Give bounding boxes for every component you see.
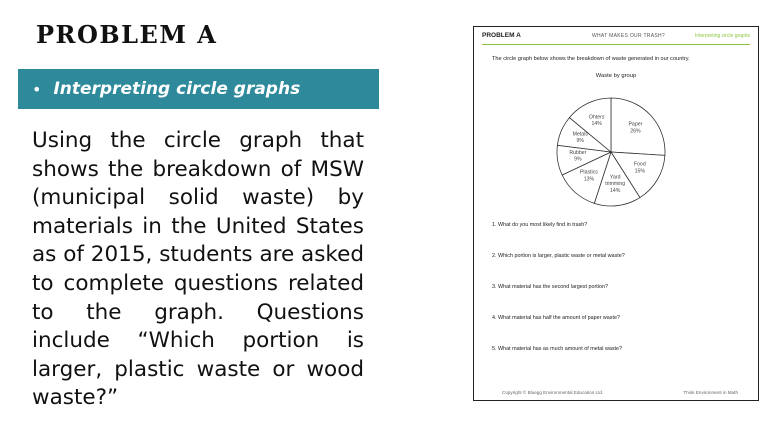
worksheet-footer-brand: Think Environment in Math bbox=[683, 390, 738, 395]
pie-value-rubber: 9% bbox=[574, 156, 582, 163]
pie-label-rubber: Rubber bbox=[569, 149, 587, 156]
pie-label-food: Food bbox=[633, 161, 646, 168]
pie-value-plastics: 13% bbox=[583, 176, 595, 183]
question-2: 2. Which portion is larger, plastic waste or metal waste? bbox=[492, 253, 625, 259]
pie-value-metals: 9% bbox=[576, 138, 585, 145]
pie-chart bbox=[536, 95, 686, 209]
pie-label-plastics: Plastics bbox=[579, 169, 598, 176]
pie-value-ohters: 14% bbox=[591, 121, 602, 128]
pie-value-food: 15% bbox=[634, 168, 645, 175]
pie-label-metals: Metals bbox=[572, 131, 588, 138]
question-4: 4. What material has half the amount of paper waste? bbox=[492, 315, 620, 321]
pie-label-yard-trimming: trimming bbox=[605, 181, 626, 188]
pie-label-yard-trimming: Yard bbox=[609, 174, 621, 181]
slide-title: PROBLEM A bbox=[36, 20, 218, 49]
pie-label-ohters: Ohters bbox=[588, 114, 605, 121]
bullet-icon: • bbox=[32, 79, 42, 99]
worksheet-problem-label: PROBLEM A bbox=[482, 32, 521, 39]
pie-value-yard-trimming: 14% bbox=[610, 188, 621, 194]
worksheet-topic: WHAT MAKES OUR TRASH? bbox=[592, 33, 665, 39]
worksheet-copyright: Copyright © Bluegg Environmental Education Ltd. bbox=[502, 390, 604, 395]
question-3: 3. What material has the second largest portion? bbox=[492, 284, 608, 290]
pie-label-paper: Paper bbox=[628, 121, 643, 128]
question-1: 1. What do you most likely find in trash? bbox=[492, 222, 588, 228]
section-banner bbox=[18, 69, 379, 109]
worksheet-image bbox=[473, 26, 759, 401]
worksheet-intro: The circle graph below shows the breakdown of waste generated in our country. bbox=[492, 56, 690, 62]
pie-value-paper: 26% bbox=[630, 128, 641, 135]
description-paragraph: Using the circle graph that shows the breakdown of MSW (municipal solid waste) by materials in the United States as of 2015, students are asked to complete questions related to the graph. Questions include “Which portion is larger, plastic waste or wood waste?” bbox=[32, 128, 364, 411]
banner-heading: Interpreting circle graphs bbox=[53, 79, 301, 99]
question-5: 5. What material has as much amount of metal waste? bbox=[492, 346, 623, 352]
worksheet-header bbox=[482, 32, 750, 45]
chart-title: Waste by group bbox=[595, 73, 637, 79]
worksheet-tag: Interpreting circle graphs bbox=[694, 33, 750, 39]
